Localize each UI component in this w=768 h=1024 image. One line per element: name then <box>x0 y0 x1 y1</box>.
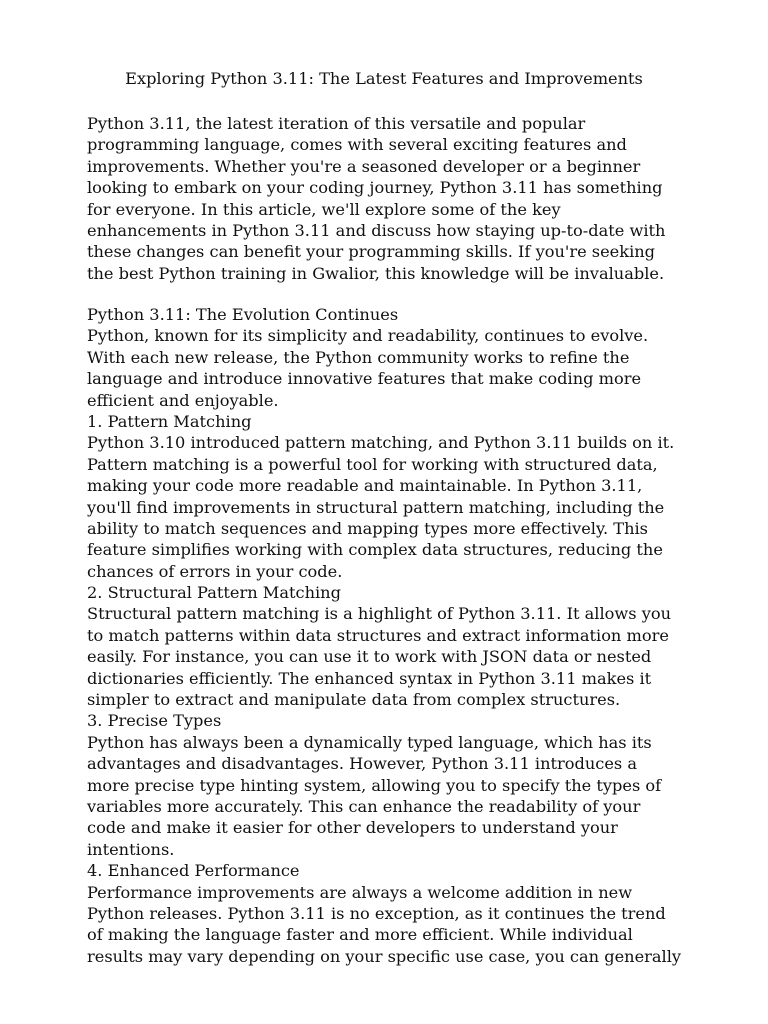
section-structural-pattern-matching <box>87 582 687 710</box>
section-heading: Python 3.11: The Evolution Continues <box>87 305 399 324</box>
section-line: code and make it easier for other developers to understand your <box>87 818 618 838</box>
section-line: Python, known for its simplicity and readability, continues to evolve. <box>87 326 649 346</box>
section-line: Pattern matching is a powerful tool for working with structured data, <box>87 454 658 474</box>
intro-line: for everyone. In this article, we'll explore some of the key <box>87 199 561 219</box>
section-line: language and introduce innovative features that make coding more <box>87 369 642 389</box>
intro-line: programming language, comes with several exciting features and <box>87 135 627 155</box>
section-evolution <box>87 304 687 411</box>
intro-paragraph <box>87 113 687 284</box>
intro-line: the best Python training in Gwalior, this knowledge will be invaluable. <box>87 263 665 283</box>
section-heading: 4. Enhanced Performance <box>87 861 300 881</box>
intro-line: looking to embark on your coding journey, Python 3.11 has something <box>87 178 663 198</box>
section-line: of making the language faster and more efficient. While individual <box>87 925 633 945</box>
section-line: easily. For instance, you can use it to work with JSON data or nested <box>87 647 652 667</box>
intro-line: these changes can benefit your programming skills. If you're seeking <box>87 242 656 262</box>
section-heading: 3. Precise Types <box>87 711 222 731</box>
section-line: ability to match sequences and mapping types more effectively. This <box>87 518 648 538</box>
section-line: simpler to extract and manipulate data from complex structures. <box>87 690 621 710</box>
section-heading: 1. Pattern Matching <box>87 411 252 431</box>
section-line: With each new release, the Python community works to refine the <box>87 347 630 367</box>
sections-container <box>87 304 687 967</box>
intro-line: improvements. Whether you're a seasoned developer or a beginner <box>87 156 641 176</box>
document-title: Exploring Python 3.11: The Latest Features and Improvements <box>125 69 643 88</box>
section-line: Structural pattern matching is a highlight of Python 3.11. It allows you <box>87 604 672 624</box>
section-line: intentions. <box>87 839 175 859</box>
section-line: Performance improvements are always a welcome addition in new <box>87 882 633 902</box>
section-line: dictionaries efficiently. The enhanced syntax in Python 3.11 makes it <box>87 668 652 688</box>
section-line: Python 3.10 introduced pattern matching, and Python 3.11 builds on it. <box>87 433 675 453</box>
section-line: variables more accurately. This can enhance the readability of your <box>87 796 641 816</box>
section-precise-types <box>87 710 687 860</box>
section-line: Python has always been a dynamically typed language, which has its <box>87 732 652 752</box>
section-line: to match patterns within data structures and extract information more <box>87 625 669 645</box>
section-heading: 2. Structural Pattern Matching <box>87 583 341 603</box>
section-line: Python releases. Python 3.11 is no exception, as it continues the trend <box>87 903 666 923</box>
section-line: results may vary depending on your specific use case, you can generally <box>87 946 682 966</box>
section-enhanced-performance <box>87 860 687 967</box>
section-line: more precise type hinting system, allowing you to specify the types of <box>87 775 662 795</box>
section-pattern-matching <box>87 411 687 582</box>
section-line: making your code more readable and maintainable. In Python 3.11, <box>87 476 643 496</box>
intro-line: enhancements in Python 3.11 and discuss how staying up-to-date with <box>87 220 666 240</box>
section-line: advantages and disadvantages. However, Python 3.11 introduces a <box>87 754 638 774</box>
section-line: feature simplifies working with complex data structures, reducing the <box>87 540 663 560</box>
section-line: chances of errors in your code. <box>87 561 343 581</box>
intro-line: Python 3.11, the latest iteration of this versatile and popular <box>87 114 586 133</box>
section-line: efficient and enjoyable. <box>87 390 279 410</box>
section-line: you'll find improvements in structural pattern matching, including the <box>87 497 665 517</box>
